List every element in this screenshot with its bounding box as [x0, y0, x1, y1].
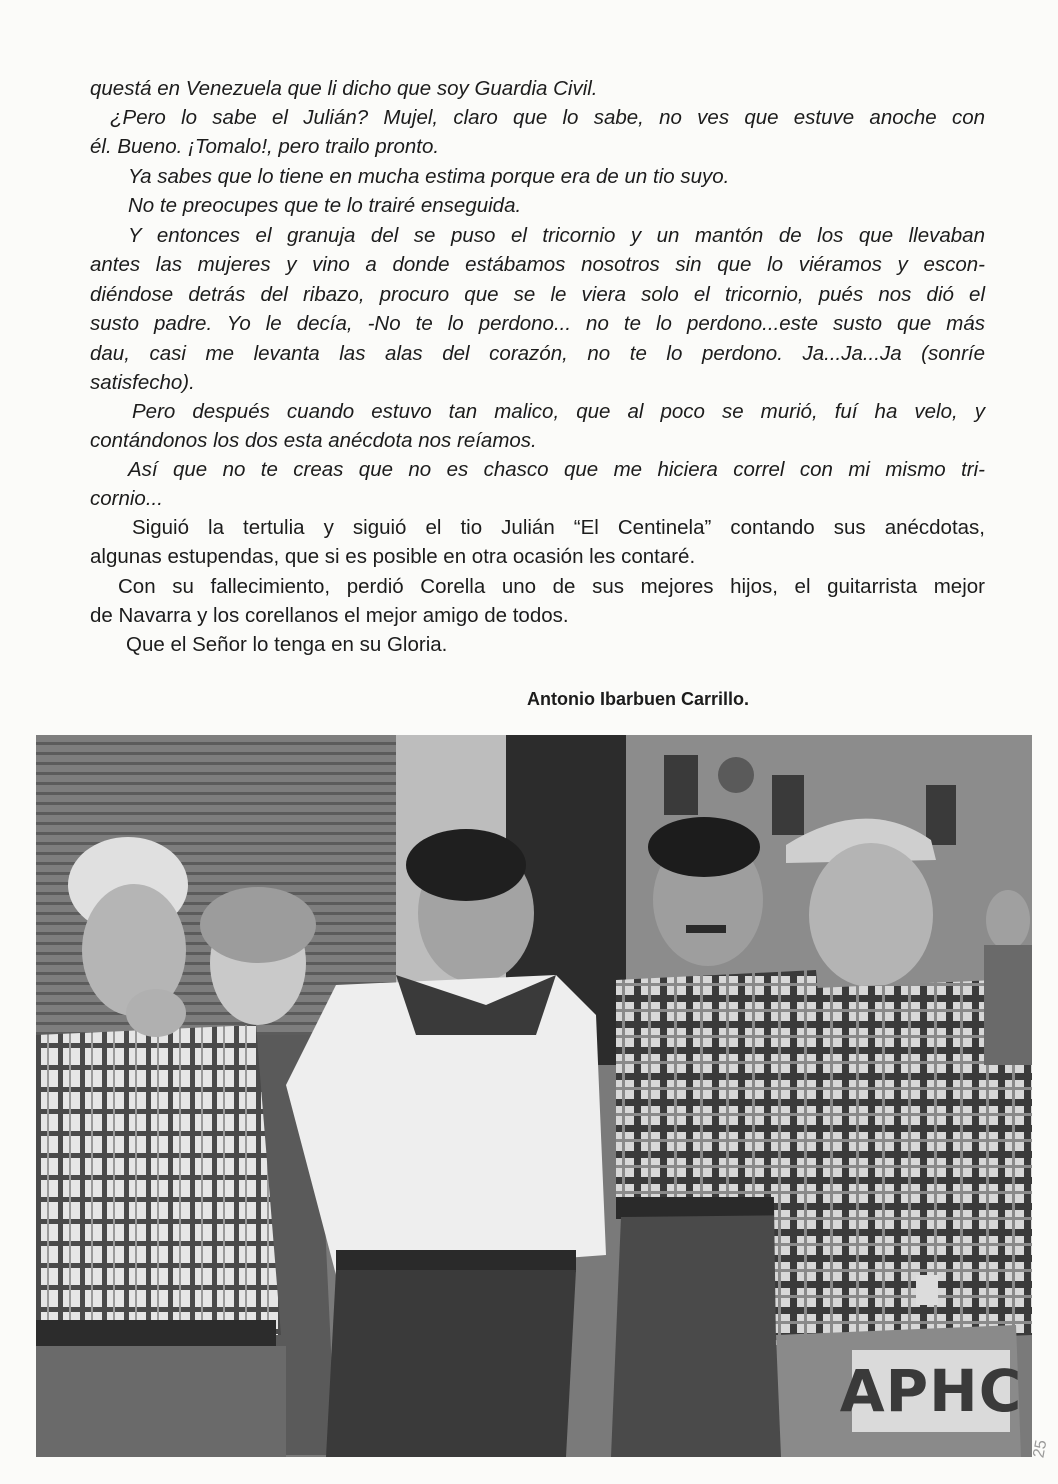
- text-line: él. Bueno. ¡Tomalo!, pero trailo pronto.: [90, 135, 440, 158]
- page-number: 25: [1030, 1438, 1051, 1460]
- text-line: Pero después cuando estuvo tan malico, que al poco se murió, fuí ha velo, y: [132, 400, 985, 423]
- text-line: contándonos los dos esta anécdota nos reíamos.: [90, 429, 537, 452]
- text-line: Ya sabes que lo tiene en mucha estima porque era de un tio suyo.: [128, 165, 730, 188]
- text-line: Que el Señor lo tenga en su Gloria.: [126, 633, 448, 656]
- text-line: algunas estupendas, que si es posible en otra ocasión les contaré.: [90, 545, 696, 568]
- text-line: susto padre. Yo le decía, -No te lo perdono... no te lo perdono...este susto que más: [90, 312, 985, 335]
- group-photo: [36, 735, 1032, 1457]
- text-line: de Navarra y los corellanos el mejor amigo de todos.: [90, 604, 569, 627]
- text-line: antes las mujeres y vino a donde estábamos nosotros sin que lo viéramos y escon-: [90, 253, 985, 276]
- text-line: Con su fallecimiento, perdió Corella uno de sus mejores hijos, el guitarrista mejor: [118, 575, 985, 598]
- text-line: dau, casi me levanta las alas del corazón, no te lo perdono. Ja...Ja...Ja (sonríe: [90, 342, 985, 365]
- author-signature: Antonio Ibarbuen Carrillo.: [527, 689, 750, 709]
- photo-illustration: [36, 735, 1032, 1457]
- text-line: Y entonces el granuja del se puso el tricornio y un mantón de los que llevaban: [128, 224, 985, 247]
- text-line: No te preocupes que te lo trairé enseguida.: [128, 194, 522, 217]
- text-line: Siguió la tertulia y siguió el tio Julián “El Centinela” contando sus anécdotas,: [132, 516, 985, 539]
- text-line: Así que no te creas que no es chasco que me hiciera correl con mi mismo tri-: [128, 458, 985, 481]
- text-line: satisfecho).: [90, 371, 195, 394]
- text-line: cornio...: [90, 487, 163, 510]
- text-line: ¿Pero lo sabe el Julián? Mujel, claro que lo sabe, no ves que estuve anoche con: [110, 106, 985, 129]
- text-line: questá en Venezuela que li dicho que soy Guardia Civil.: [90, 77, 598, 100]
- text-line: diéndose detrás del ribazo, procuro que se le viera solo el tricornio, pués nos dió el: [90, 283, 985, 306]
- aphc-watermark: APHC: [852, 1350, 1010, 1432]
